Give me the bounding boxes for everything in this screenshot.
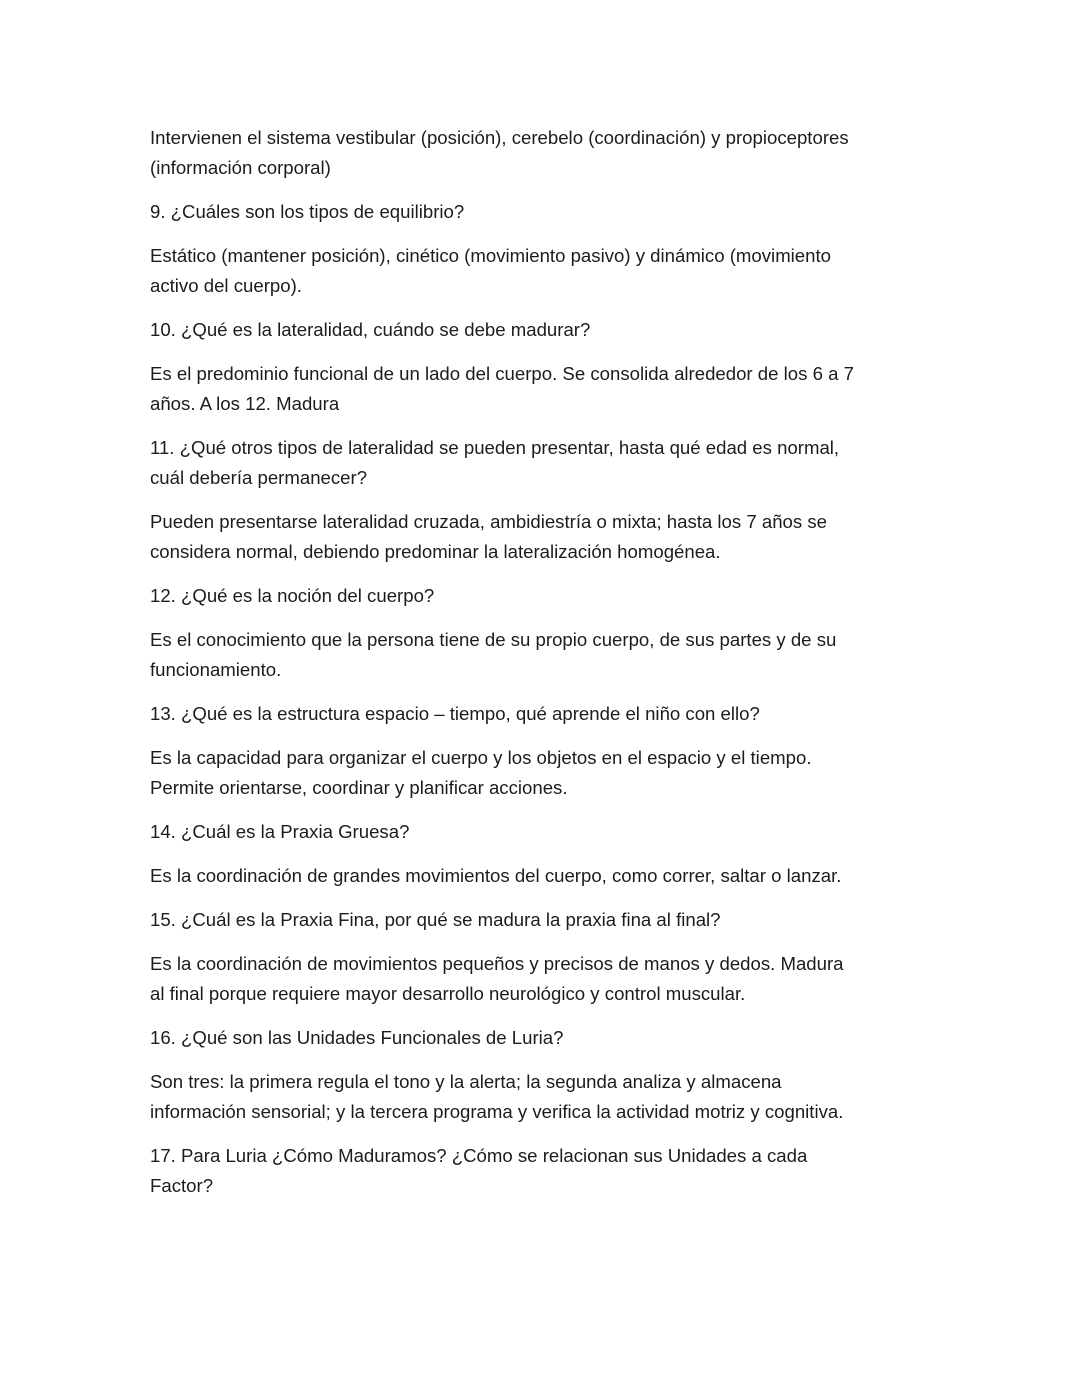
text-line: al final porque requiere mayor desarrollo neurológico y control muscular. [150,983,746,1004]
text-line: Intervienen el sistema vestibular (posición), cerebelo (coordinación) y propioceptores [150,127,849,148]
text-line: Es la capacidad para organizar el cuerpo y los objetos en el espacio y el tiempo. [150,747,812,768]
text-line: 15. ¿Cuál es la Praxia Fina, por qué se madura la praxia fina al final? [150,909,721,930]
question-paragraph [150,581,950,611]
text-line: Pueden presentarse lateralidad cruzada, ambidiestría o mixta; hasta los 7 años se [150,511,827,532]
text-line: Es el predominio funcional de un lado del cuerpo. Se consolida alrededor de los 6 a 7 [150,363,854,384]
text-line: 16. ¿Qué son las Unidades Funcionales de Luria? [150,1027,564,1048]
question-paragraph [150,1023,950,1053]
text-line: Es la coordinación de grandes movimientos del cuerpo, como correr, saltar o lanzar. [150,865,842,886]
text-line: 10. ¿Qué es la lateralidad, cuándo se debe madurar? [150,319,591,340]
text-line: 17. Para Luria ¿Cómo Maduramos? ¿Cómo se relacionan sus Unidades a cada [150,1145,808,1166]
answer-paragraph [150,359,950,419]
text-line: 13. ¿Qué es la estructura espacio – tiempo, qué aprende el niño con ello? [150,703,760,724]
text-line: Factor? [150,1175,214,1196]
text-line: funcionamiento. [150,659,282,680]
question-paragraph [150,905,950,935]
text-line: información sensorial; y la tercera programa y verifica la actividad motriz y cognitiva. [150,1101,844,1122]
text-line: Es la coordinación de movimientos pequeños y precisos de manos y dedos. Madura [150,953,844,974]
text-line: cuál debería permanecer? [150,467,368,488]
answer-paragraph [150,625,950,685]
question-paragraph [150,197,950,227]
question-paragraph [150,433,950,493]
question-paragraph [150,699,950,729]
text-line: 9. ¿Cuáles son los tipos de equilibrio? [150,201,465,222]
text-line: (información corporal) [150,157,331,178]
text-line: Es el conocimiento que la persona tiene de su propio cuerpo, de sus partes y de su [150,629,837,650]
answer-paragraph [150,507,950,567]
answer-paragraph [150,1067,950,1127]
text-line: activo del cuerpo). [150,275,302,296]
text-line: Estático (mantener posición), cinético (movimiento pasivo) y dinámico (movimiento [150,245,831,266]
question-paragraph [150,817,950,847]
answer-paragraph [150,861,950,891]
text-line: Son tres: la primera regula el tono y la alerta; la segunda analiza y almacena [150,1071,782,1092]
answer-paragraph [150,949,950,1009]
text-line: considera normal, debiendo predominar la lateralización homogénea. [150,541,721,562]
answer-paragraph [150,743,950,803]
text-line: 12. ¿Qué es la noción del cuerpo? [150,585,435,606]
text-line: años. A los 12. Madura [150,393,340,414]
answer-paragraph [150,123,950,183]
text-line: 14. ¿Cuál es la Praxia Gruesa? [150,821,410,842]
text-line: Permite orientarse, coordinar y planificar acciones. [150,777,568,798]
document-page [150,123,950,1215]
answer-paragraph [150,241,950,301]
text-line: 11. ¿Qué otros tipos de lateralidad se pueden presentar, hasta qué edad es normal, [150,437,840,458]
question-paragraph [150,1141,950,1201]
question-paragraph [150,315,950,345]
